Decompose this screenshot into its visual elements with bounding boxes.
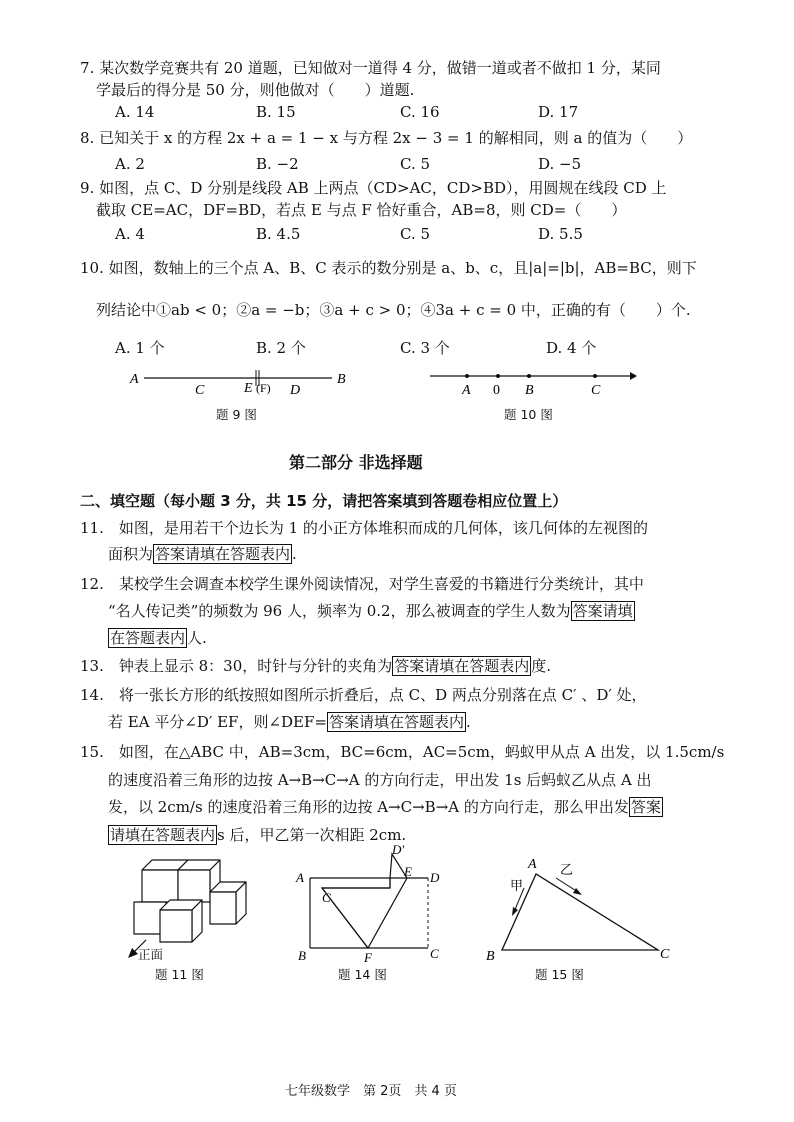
part2-title: 第二部分 非选择题 xyxy=(289,453,423,472)
q15-line1: 15. 如图，在△ABC 中，AB=3cm，BC=6cm，AC=5cm，蚂蚁甲从点 A 出发，以 1.5cm/s xyxy=(80,743,725,761)
q7-line1: 7. 某次数学竞赛共有 20 道题，已知做对一道得 4 分，做错一道或者不做扣 1 分，某同 xyxy=(80,59,661,77)
q8-option-c: C. 5 xyxy=(400,155,431,173)
q10-option-a: A. 1 个 xyxy=(115,339,165,357)
q14-line1: 14. 将一张长方形的纸按照如图所示折叠后，点 C、D 两点分别落在点 C′ 、D′ 处， xyxy=(80,686,647,704)
fig10-label-a: A xyxy=(462,383,471,398)
fig14-label-b: B xyxy=(298,948,306,963)
q15-line3: 发，以 2cm/s 的速度沿着三角形的边按 A→C→B→A 的方向行走，那么甲出发 答案 xyxy=(108,798,661,816)
q10-line2: 列结论中①ab < 0；②a = −b；③a + c > 0；④3a + c = 0 中，正确的有（ ）个. xyxy=(96,301,691,319)
q10-option-d: D. 4 个 xyxy=(546,339,597,357)
q9-option-d: D. 5.5 xyxy=(538,225,583,243)
q11-line1: 11. 如图，是用若干个边长为 1 的小正方体堆积而成的几何体，该几何体的左视图的 xyxy=(80,519,648,537)
q13-answer-box: 答案请填在答题表内 xyxy=(394,657,530,675)
q14-answer-box: 答案请填在答题表内 xyxy=(328,713,464,731)
fig15-label-b: B xyxy=(486,949,495,964)
q9-option-b: B. 4.5 xyxy=(256,225,301,243)
q10-line1: 10. 如图，数轴上的三个点 A、B、C 表示的数分别是 a、b、c，且|a|=|b|，AB=BC，则下 xyxy=(80,259,697,277)
q7-option-d: D. 17 xyxy=(538,103,579,121)
fig15-label-a: A xyxy=(528,857,537,872)
fig9-caption: 题 9 图 xyxy=(216,407,257,422)
q12-answer-box-b: 在答题表内 xyxy=(110,629,186,647)
fig14-label-cprime: C xyxy=(322,890,331,905)
q9-line1: 9. 如图，点 C、D 分别是线段 AB 上两点（CD>AC，CD>BD），用圆规在线段 CD 上 xyxy=(80,179,667,197)
fig10-label-c: C xyxy=(591,383,601,398)
page-footer: 七年级数学 第 2页 共 4 页 xyxy=(285,1084,457,1099)
figure-15 xyxy=(480,852,675,964)
q10-option-b: B. 2 个 xyxy=(256,339,306,357)
fig14-label-d: D xyxy=(430,870,440,885)
q9-line2: 截取 CE=AC，DF=BD，若点 E 与点 F 恰好重合，AB=8，则 CD=（ ） xyxy=(96,201,627,219)
q10-option-c: C. 3 个 xyxy=(400,339,450,357)
q7-option-c: C. 16 xyxy=(400,103,440,121)
q7-option-b: B. 15 xyxy=(256,103,296,121)
fig9-label-e: E xyxy=(244,381,253,396)
q9-option-a: A. 4 xyxy=(115,225,145,243)
q8-option-a: A. 2 xyxy=(115,155,145,173)
fig9-label-c: C xyxy=(195,383,205,398)
section2-heading: 二、填空题（每小题 3 分，共 15 分，请把答案填到答题卷相应位置上） xyxy=(80,492,568,510)
fig14-label-f: F xyxy=(364,950,372,965)
q15-answer-box-b: 请填在答题表内 xyxy=(110,826,216,844)
fig14-label-a: A xyxy=(296,870,304,885)
fig11-front-label: 正面 xyxy=(138,947,164,962)
q8-option-b: B. −2 xyxy=(256,155,299,173)
fig10-caption: 题 10 图 xyxy=(504,407,553,422)
q14-line2: 若 EA 平分∠D′ EF，则∠DEF= 答案请填在答题表内 . xyxy=(108,713,471,731)
figure-9 xyxy=(120,362,360,402)
q12-line2: “名人传记类”的频数为 96 人，频率为 0.2，那么被调查的学生人数为 答案请填 xyxy=(108,602,633,620)
fig9-label-d: D xyxy=(290,383,301,398)
q11-answer-box: 答案请填在答题表内 xyxy=(155,545,291,563)
fig15-label-yi: 乙 xyxy=(560,862,574,877)
fig9-label-b: B xyxy=(337,372,346,387)
fig14-label-dprime: D′ xyxy=(392,842,405,857)
fig14-label-e: E xyxy=(404,864,412,879)
q13-line: 13. 钟表上显示 8：30，时针与分针的夹角为 答案请填在答题表内 度. xyxy=(80,657,552,675)
fig15-label-jia: 甲 xyxy=(510,878,524,893)
figure-14 xyxy=(292,842,452,966)
q11-line2: 面积为 答案请填在答题表内 . xyxy=(108,545,297,563)
q15-answer-box-a: 答案 xyxy=(630,798,661,816)
fig14-label-c: C xyxy=(430,946,439,961)
q15-line2: 的速度沿着三角形的边按 A→B→C→A 的方向行走，甲出发 1s 后蚂蚁乙从点 A 出 xyxy=(108,771,652,789)
fig14-caption: 题 14 图 xyxy=(338,967,387,982)
q15-line4: 请填在答题表内 s 后，甲乙第一次相距 2cm. xyxy=(110,826,407,844)
figure-10 xyxy=(425,364,640,400)
fig11-caption: 题 11 图 xyxy=(155,967,204,982)
fig10-label-0: 0 xyxy=(493,383,500,398)
q8-option-d: D. −5 xyxy=(538,155,582,173)
q8-line1: 8. 已知关于 x 的方程 2x + a = 1 − x 与方程 2x − 3 = 1 的解相同，则 a 的值为（ ） xyxy=(80,129,693,147)
fig15-label-c: C xyxy=(660,947,670,962)
q7-line2: 学最后的得分是 50 分，则他做对（ ）道题. xyxy=(96,81,415,99)
q12-line3: 在答题表内 人. xyxy=(110,629,207,647)
fig9-label-a: A xyxy=(130,372,139,387)
q12-line1: 12. 某校学生会调查本校学生课外阅读情况，对学生喜爱的书籍进行分类统计，其中 xyxy=(80,575,644,593)
fig10-label-b: B xyxy=(525,383,534,398)
q7-option-a: A. 14 xyxy=(115,103,155,121)
q12-answer-box-a: 答案请填 xyxy=(572,602,633,620)
fig9-label-f: (F) xyxy=(256,381,271,395)
fig15-caption: 题 15 图 xyxy=(535,967,584,982)
q9-option-c: C. 5 xyxy=(400,225,431,243)
